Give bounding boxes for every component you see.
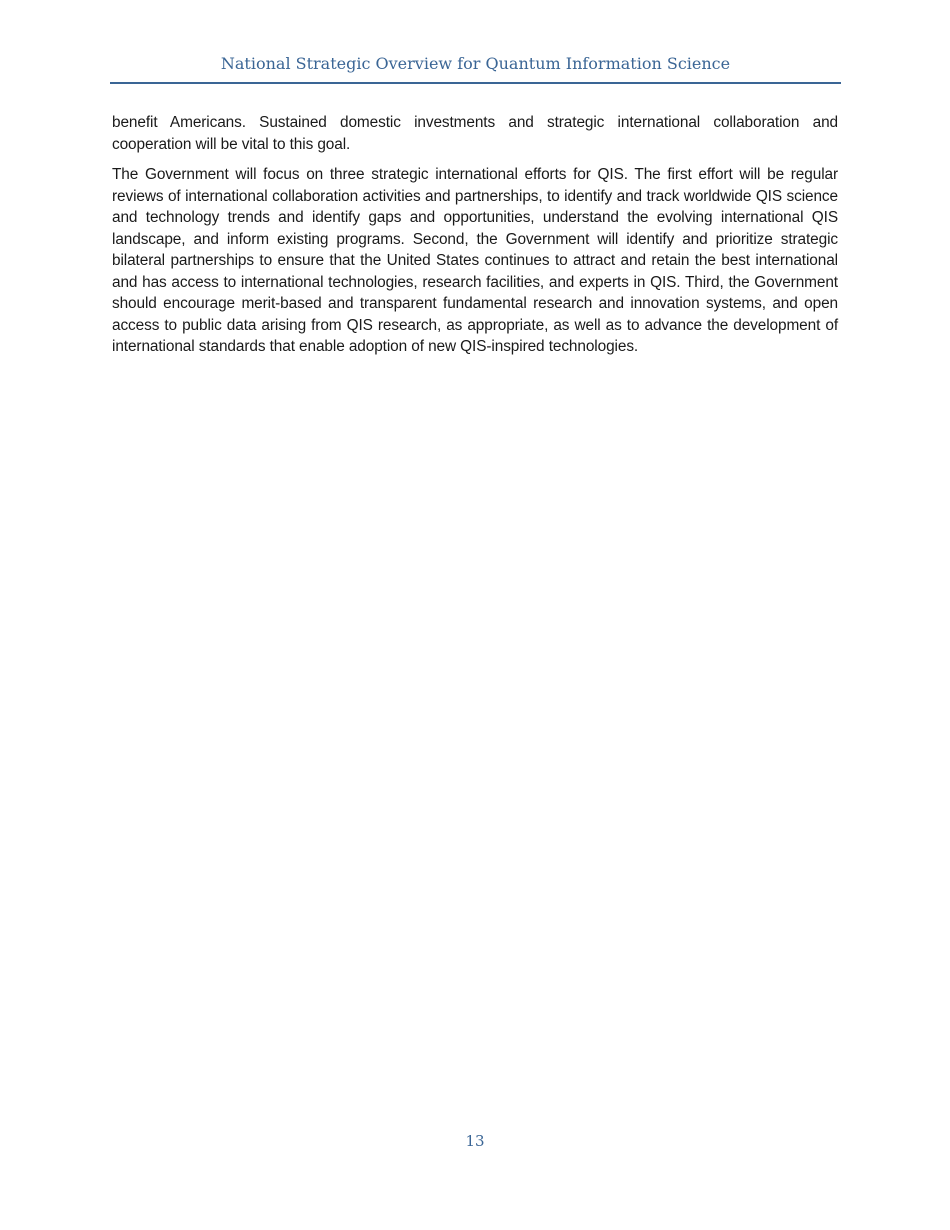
header-rule: [110, 82, 841, 84]
body-text: [112, 112, 838, 367]
paragraph-2: The Government will focus on three strategic international efforts for QIS. The first effort will be regular reviews of international collaboration activities and partnerships, to identify and track worldwide QIS science and technology trends and identify gaps and opportunities, understand the evolving international QIS landscape, and inform existing programs. Second, the Government will identify and prioritize strategic bilateral partnerships to ensure that the United States continues to attract and retain the best international and has access to international technologies, research facilities, and experts in QIS. Third, the Government should encourage merit-based and transparent fundamental research and innovation systems, and open access to public data arising from QIS research, as appropriate, as well as to advance the development of international standards that enable adoption of new QIS-inspired technologies.: [112, 166, 838, 355]
running-header: National Strategic Overview for Quantum Information Science: [220, 54, 731, 73]
paragraph-1: benefit Americans. Sustained domestic investments and strategic international collaboration and cooperation will be vital to this goal.: [112, 114, 838, 153]
page-number: 13: [465, 1132, 485, 1150]
